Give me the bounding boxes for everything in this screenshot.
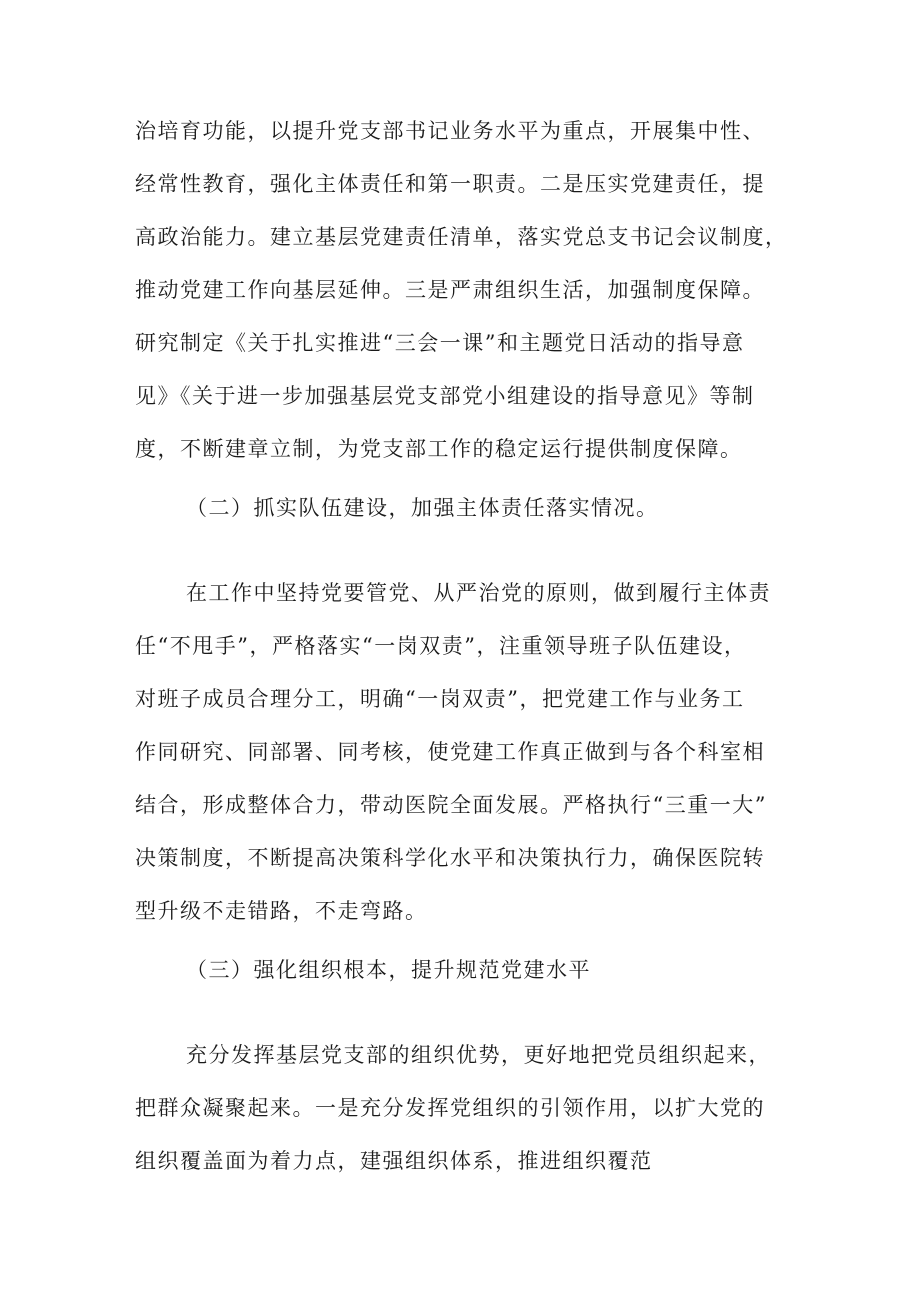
paragraph-line: 高政治能力。建立基层党建责任清单，落实党总支书记会议制度， (135, 225, 788, 249)
paragraph-line: 在工作中坚持党要管党、从严治党的原则，做到履行主体责 (186, 581, 771, 605)
paragraph-line: 组织覆盖面为着力点，建强组织体系，推进组织覆范 (135, 1149, 653, 1173)
paragraph-line: 型升级不走错路，不走弯路。 (135, 899, 428, 923)
paragraph-line: 把群众凝聚起来。一是充分发挥党组织的引领作用，以扩大党的 (135, 1096, 765, 1120)
paragraph-line: 充分发挥基层党支部的组织优势，更好地把党员组织起来， (186, 1043, 771, 1067)
paragraph-line: 度，不断建章立制，为党支部工作的稳定运行提供制度保障。 (135, 437, 743, 461)
paragraph-line: 对班子成员合理分工，明确“一岗双责”，把党建工作与业务工 (135, 687, 745, 711)
paragraph-line: 推动党建工作向基层延伸。三是严肃组织生活，加强制度保障。 (135, 278, 765, 302)
paragraph-line: 结合，形成整体合力，带动医院全面发展。严格执行“三重一大” (135, 793, 767, 817)
paragraph-line: 研究制定《关于扎实推进“三会一课”和主题党日活动的指导意 (135, 331, 745, 355)
section-heading: （三）强化组织根本，提升规范党建水平 (186, 958, 591, 982)
paragraph-line: 决策制度，不断提高决策科学化水平和决策执行力，确保医院转 (135, 846, 765, 870)
section-heading: （二）抓实队伍建设，加强主体责任落实情况。 (186, 496, 659, 520)
paragraph-line: 治培育功能，以提升党支部书记业务水平为重点，开展集中性、 (135, 119, 765, 143)
paragraph-line: 见》《关于进一步加强基层党支部党小组建设的指导意见》等制 (135, 384, 755, 408)
paragraph-line: 作同研究、同部署、同考核，使党建工作真正做到与各个科室相 (135, 740, 765, 764)
paragraph-line: 经常性教育，强化主体责任和第一职责。二是压实党建责任，提 (135, 172, 765, 196)
paragraph-line: 任“不甩手”，严格落实“一岗双责”，注重领导班子队伍建设， (135, 634, 747, 658)
